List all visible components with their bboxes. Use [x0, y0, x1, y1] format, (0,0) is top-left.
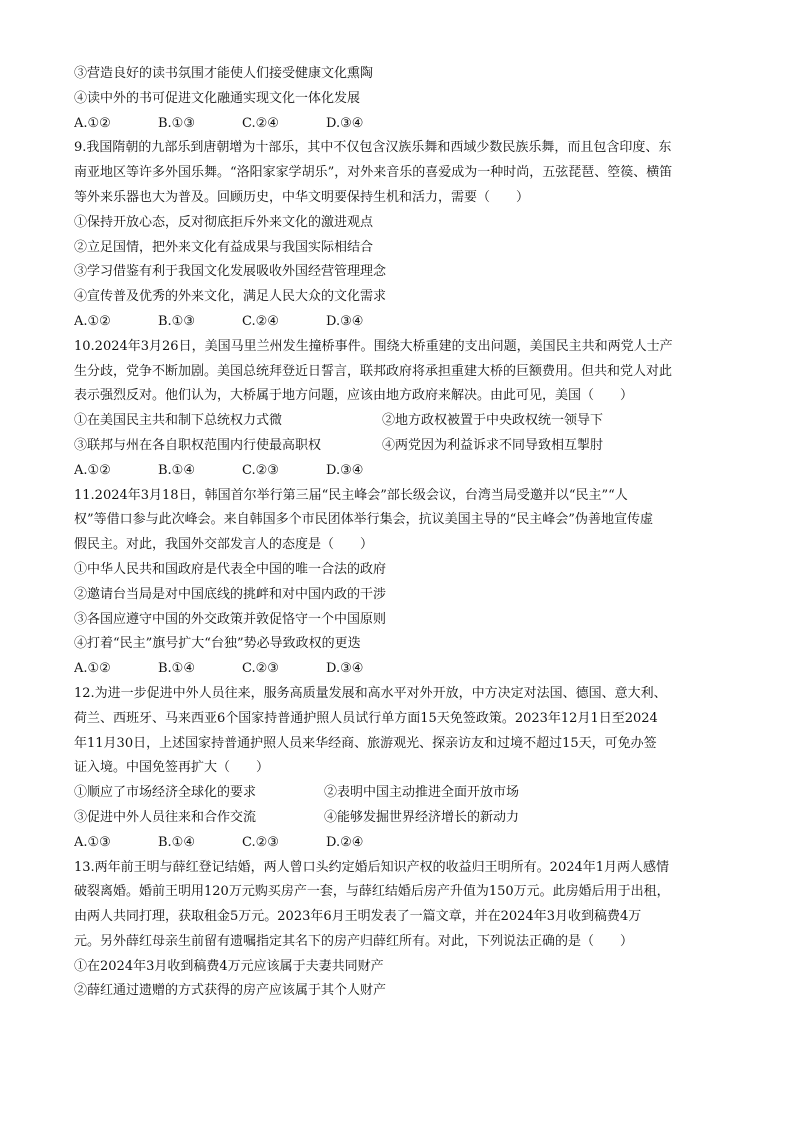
q12-statement-1: ①顺应了市场经济全球化的要求	[74, 785, 257, 801]
q10-statement-1: ①在美国民主共和制下总统权力式微	[74, 413, 283, 429]
q13-stem-line-2: 破裂离婚。婚前王明用120万元购买房产一套，与薛红结婚后房产升值为150万元。此房婚后用于出租，	[74, 884, 670, 900]
q12-statements-row-2	[74, 806, 726, 831]
q8-option-c: C.②④	[242, 115, 279, 131]
q9-options	[74, 310, 726, 335]
q10-stem-line-2: 生分歧，党争不断加剧。美国总统拜登近日誓言，联邦政府将承担重建大桥的巨额费用。但共和党人对此	[74, 363, 673, 379]
q12-stem-line-1: 12.为进一步促进中外人员往来，服务高质量发展和高水平对外开放，中方决定对法国、德国、意大利、	[74, 685, 667, 701]
q13-stem-line-1: 13.两年前王明与薛红登记结婚，两人曾口头约定婚后知识产权的收益归王明所有。2024年1月两人感情	[74, 859, 670, 875]
q9-stem-line-2: 南亚地区等许多外国乐舞。“洛阳家家学胡乐”，对外来音乐的喜爱成为一种时尚，五弦琵琶、箜篌、横笛	[74, 165, 673, 181]
q10-statement-4: ④两党因为利益诉求不同导致相互掣肘	[382, 437, 604, 453]
q10-option-b: B.①④	[158, 462, 195, 478]
q12-stem-line-3: 年11月30日，上述国家持普通护照人员来华经商、旅游观光、探亲访友和过境不超过15天，可免办签	[74, 735, 657, 751]
q11-statement-3: ③各国应遵守中国的外交政策并敦促恪守一个中国原则	[74, 611, 387, 627]
q10-statements-row-2	[74, 434, 726, 459]
q9-statement-2: ②立足国情，把外来文化有益成果与我国实际相结合	[74, 239, 374, 255]
q11-options	[74, 657, 726, 682]
q12-options	[74, 831, 726, 856]
q12-option-d: D.②④	[326, 834, 364, 850]
q11-stem-line-3: 假民主。对此，我国外交部发言人的态度是（ ）	[74, 537, 374, 553]
q11-stem-line-1: 11.2024年3月18日，韩国首尔举行第三届“民主峰会”部长级会议，台湾当局受邀并以“民主”“人	[74, 487, 628, 503]
q9-stem-line-3: 等外来乐器也大为普及。回顾历史，中华文明要保持生机和活力，需要（ ）	[74, 189, 530, 205]
q10-option-c: C.②③	[242, 462, 279, 478]
q12-option-b: B.①④	[158, 834, 195, 850]
q10-stem-line-3: 表示强烈反对。他们认为，大桥属于地方问题，应该由地方政府来解决。由此可见，美国（ ）	[74, 388, 634, 404]
q11-option-b: B.①④	[158, 661, 195, 677]
q12-statement-4: ④能够发掘世界经济增长的新动力	[324, 809, 520, 825]
q10-stem-line-1: 10.2024年3月26日，美国马里兰州发生撞桥事件。围绕大桥重建的支出问题，美国民主共和两党人士产	[74, 338, 673, 354]
q10-statement-2: ②地方政权被置于中央政权统一领导下	[382, 413, 604, 429]
q11-stem-line-2: 权”等借口参与此次峰会。来自韩国多个市民团体举行集会，抗议美国主导的“民主峰会”伪善地宣传虚	[74, 512, 653, 528]
q12-stem-line-4: 证入境。中国免签再扩大（ ）	[74, 760, 270, 776]
q9-statement-1: ①保持开放心态，反对彻底拒斥外来文化的激进观点	[74, 214, 374, 230]
q13-statement-2: ②薛红通过遗赠的方式获得的房产应该属于其个人财产	[74, 983, 387, 999]
q11-statement-2: ②邀请台当局是对中国底线的挑衅和对中国内政的干涉	[74, 586, 387, 602]
q12-option-c: C.②③	[242, 834, 279, 850]
q12-statement-3: ③促进中外人员往来和合作交流	[74, 809, 257, 825]
q12-statements-row-1	[74, 781, 726, 806]
q8-statement-4: ④读中外的书可促进文化融通实现文化一体化发展	[74, 90, 361, 106]
q10-statement-3: ③联邦与州在各自职权范围内行使最高职权	[74, 437, 322, 453]
q11-statement-4: ④打着“民主”旗号扩大“台独”势必导致政权的更迭	[74, 636, 361, 652]
q13-stem-line-3: 由两人共同打理，获取租金5万元。2023年6月王明发表了一篇文章，并在2024年3月收到稿费4万	[74, 909, 642, 925]
exam-page	[74, 62, 726, 1004]
q8-option-b: B.①③	[158, 115, 195, 131]
q11-option-c: C.②③	[242, 661, 279, 677]
q9-stem-line-1: 9.我国隋朝的九部乐到唐朝增为十部乐，其中不仅包含汉族乐舞和西域少数民族乐舞，而且包含印度、东	[74, 140, 672, 156]
q11-statement-1: ①中华人民共和国政府是代表全中国的唯一合法的政府	[74, 561, 387, 577]
q8-statement-3: ③营造良好的读书氛围才能使人们接受健康文化熏陶	[74, 66, 374, 81]
q9-statement-4: ④宣传普及优秀的外来文化，满足人民大众的文化需求	[74, 289, 387, 305]
q9-option-b: B.①③	[158, 313, 195, 329]
q10-option-a: A.①②	[74, 462, 111, 478]
q10-options	[74, 459, 726, 484]
q9-option-d: D.③④	[326, 313, 364, 329]
q12-option-a: A.①③	[74, 834, 111, 850]
q13-statement-1: ①在2024年3月收到稿费4万元应该属于夫妻共同财产	[74, 958, 384, 974]
q9-statement-3: ③学习借鉴有利于我国文化发展吸收外国经营管理理念	[74, 264, 387, 280]
q8-option-a: A.①②	[74, 115, 111, 131]
q12-stem-line-2: 荷兰、西班牙、马来西亚6个国家持普通护照人员试行单方面15天免签政策。2023年12月1日至2024	[74, 710, 658, 726]
q10-option-d: D.③④	[326, 462, 364, 478]
q11-option-a: A.①②	[74, 661, 111, 677]
q8-options	[74, 112, 726, 137]
q8-option-d: D.③④	[326, 115, 364, 131]
q10-statements-row-1	[74, 409, 726, 434]
q13-stem-line-4: 元。另外薛红母亲生前留有遗嘱指定其名下的房产归薛红所有。对此，下列说法正确的是（ ）	[74, 933, 634, 949]
q11-option-d: D.③④	[326, 661, 364, 677]
q9-option-c: C.②④	[242, 313, 279, 329]
q12-statement-2: ②表明中国主动推进全面开放市场	[324, 785, 520, 801]
q9-option-a: A.①②	[74, 313, 111, 329]
